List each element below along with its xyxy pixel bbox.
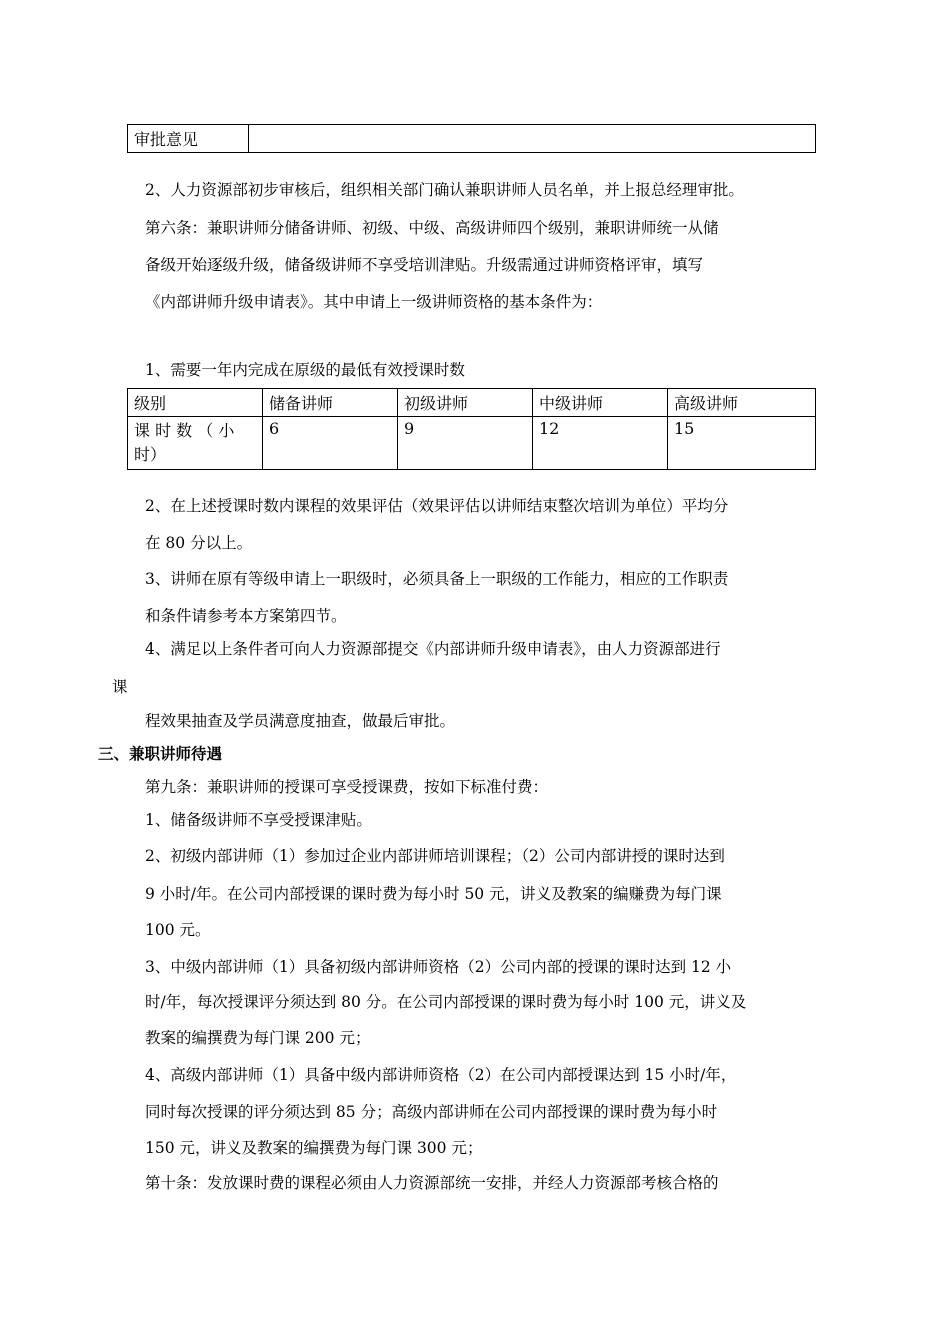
article-6-line-3: 《内部讲师升级申请表》。其中申请上一级讲师资格的基本条件为： xyxy=(145,293,603,311)
approval-table xyxy=(127,124,816,153)
condition-3-line-2: 和条件请参考本方案第四节。 xyxy=(145,607,347,625)
hours-table-header-row xyxy=(128,389,816,417)
condition-4-overflow-char: 课 xyxy=(112,678,128,696)
value-reserve: 6 xyxy=(263,417,398,470)
pay-item-4-line-2: 同时每次授课的评分须达到 85 分；高级内部讲师在公司内部授课的课时费为每小时 xyxy=(145,1103,718,1121)
condition-4-line-1: 4、满足以上条件者可向人力资源部提交《内部讲师升级申请表》，由人力资源部进行 xyxy=(145,640,721,658)
pay-item-2-line-1: 2、初级内部讲师（1）参加过企业内部讲师培训课程；（2）公司内部讲授的课时达到 xyxy=(145,847,725,865)
value-junior: 9 xyxy=(398,417,533,470)
section-3-heading: 三、兼职讲师待遇 xyxy=(98,745,223,763)
condition-2-line-1: 2、在上述授课时数内课程的效果评估（效果评估以讲师结束整次培训为单位）平均分 xyxy=(145,497,729,515)
article-10: 第十条：发放课时费的课程必须由人力资源部统一安排，并经人力资源部考核合格的 xyxy=(145,1174,719,1192)
hours-table-row xyxy=(128,417,816,470)
header-middle: 中级讲师 xyxy=(533,389,668,417)
condition-3-line-1: 3、讲师在原有等级申请上一职级时，必须具备上一职级的工作能力，相应的工作职责 xyxy=(145,570,729,588)
condition-4-line-2: 程效果抽查及学员满意度抽查，做最后审批。 xyxy=(145,712,456,730)
pay-item-4-line-3: 150 元，讲义及教案的编撰费为每门课 300 元； xyxy=(145,1139,483,1157)
approval-label: 审批意见 xyxy=(128,125,249,153)
value-senior: 15 xyxy=(668,417,816,470)
header-reserve: 储备讲师 xyxy=(263,389,398,417)
pay-item-2-line-2: 9 小时/年。在公司内部授课的课时费为每小时 50 元，讲义及教案的编赚费为每门课 xyxy=(145,885,722,903)
header-junior: 初级讲师 xyxy=(398,389,533,417)
pay-item-3-line-2: 时/年，每次授课评分须达到 80 分。在公司内部授课的课时费为每小时 100 元，讲义及 xyxy=(145,993,747,1011)
article-6-line-1: 第六条：兼职讲师分储备讲师、初级、中级、高级讲师四个级别，兼职讲师统一从储 xyxy=(145,219,719,237)
article-6-line-2: 备级开始逐级升级，储备级讲师不享受培训津贴。升级需通过讲师资格评审，填写 xyxy=(145,256,704,274)
hours-table xyxy=(127,388,816,470)
pay-item-3-line-1: 3、中级内部讲师（1）具备初级内部讲师资格（2）公司内部的授课的课时达到 12 小 xyxy=(145,958,732,976)
approval-value xyxy=(249,125,816,153)
pay-item-3-line-3: 教案的编撰费为每门课 200 元； xyxy=(145,1029,371,1047)
pay-item-4-line-1: 4、高级内部讲师（1）具备中级内部讲师资格（2）在公司内部授课达到 15 小时/年， xyxy=(145,1066,737,1084)
value-middle: 12 xyxy=(533,417,668,470)
row-label-line-1: 课 时 数 （ 小 xyxy=(134,421,235,440)
pay-item-1: 1、储备级讲师不享受授课津贴。 xyxy=(145,811,372,829)
article-9: 第九条：兼职讲师的授课可享受授课费，按如下标准付费： xyxy=(145,778,549,796)
row-label-hours xyxy=(128,417,263,470)
condition-2-line-2: 在 80 分以上。 xyxy=(145,534,253,552)
pay-item-2-line-3: 100 元。 xyxy=(145,921,211,939)
hr-review-paragraph: 2、人力资源部初步审核后，组织相关部门确认兼职讲师人员名单，并上报总经理审批。 xyxy=(145,181,744,199)
header-senior: 高级讲师 xyxy=(668,389,816,417)
row-label-line-2: 时） xyxy=(134,445,167,464)
condition-1: 1、需要一年内完成在原级的最低有效授课时数 xyxy=(145,361,465,379)
header-level: 级别 xyxy=(128,389,263,417)
